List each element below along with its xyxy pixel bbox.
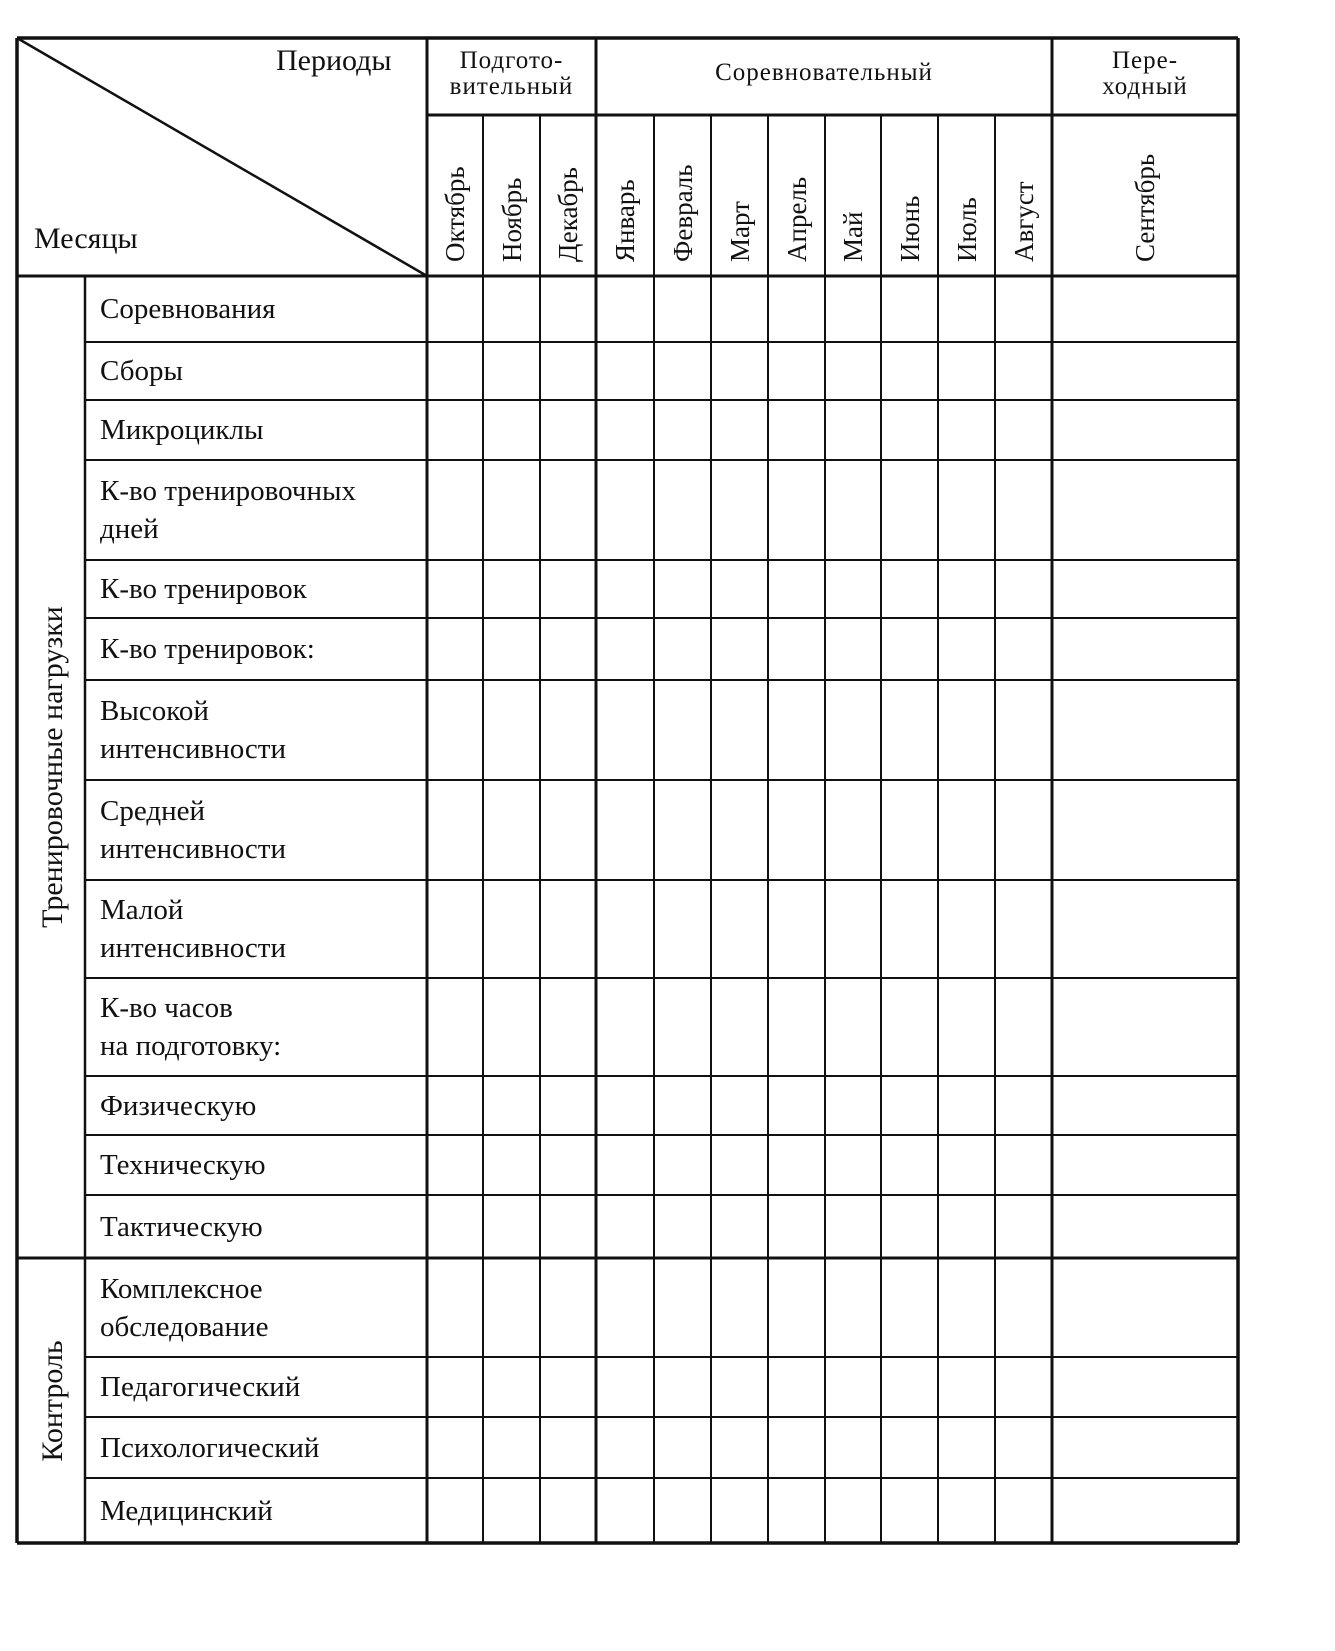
period-transitional: Пере- ходный (1102, 47, 1188, 100)
data-cell[interactable] (656, 882, 709, 976)
data-cell[interactable] (656, 620, 709, 678)
data-cell[interactable] (883, 980, 936, 1074)
data-cell[interactable] (542, 980, 594, 1074)
month-header: Декабрь (553, 167, 583, 262)
data-cell[interactable] (429, 1137, 481, 1193)
data-cell[interactable] (997, 344, 1050, 398)
data-cell[interactable] (598, 1137, 652, 1193)
data-cell[interactable] (827, 782, 879, 878)
data-cell[interactable] (940, 1078, 993, 1133)
data-cell[interactable] (770, 402, 823, 458)
data-cell[interactable] (485, 562, 538, 616)
data-cell[interactable] (1054, 1480, 1236, 1541)
data-cell[interactable] (997, 1197, 1050, 1256)
data-cell[interactable] (883, 1480, 936, 1541)
data-cell[interactable] (770, 1197, 823, 1256)
data-cell[interactable] (827, 278, 879, 340)
data-cell[interactable] (770, 782, 823, 878)
data-cell[interactable] (542, 462, 594, 558)
data-cell[interactable] (1054, 1078, 1236, 1133)
data-cell[interactable] (485, 620, 538, 678)
data-cell[interactable] (485, 682, 538, 778)
data-cell[interactable] (940, 562, 993, 616)
data-cell[interactable] (598, 1480, 652, 1541)
data-cell[interactable] (940, 782, 993, 878)
data-cell[interactable] (598, 344, 652, 398)
data-cell[interactable] (883, 882, 936, 976)
data-cell[interactable] (940, 682, 993, 778)
row-label: К-во часов на подготовку: (100, 992, 282, 1062)
data-cell[interactable] (1054, 1137, 1236, 1193)
data-cell[interactable] (656, 1078, 709, 1133)
data-cell[interactable] (598, 882, 652, 976)
data-cell[interactable] (485, 344, 538, 398)
data-cell[interactable] (940, 1197, 993, 1256)
data-cell[interactable] (656, 1419, 709, 1476)
data-cell[interactable] (598, 402, 652, 458)
data-cell[interactable] (485, 782, 538, 878)
data-cell[interactable] (429, 278, 481, 340)
data-cell[interactable] (542, 1480, 594, 1541)
data-cell[interactable] (1054, 344, 1236, 398)
data-cell[interactable] (429, 882, 481, 976)
data-cell[interactable] (713, 1480, 766, 1541)
data-cell[interactable] (598, 1260, 652, 1355)
month-header: Апрель (781, 176, 812, 262)
data-cell[interactable] (770, 1137, 823, 1193)
data-cell[interactable] (827, 1359, 879, 1415)
data-cell[interactable] (827, 1480, 879, 1541)
months-header-label: Месяцы (34, 222, 138, 255)
data-cell[interactable] (770, 462, 823, 558)
data-cell[interactable] (770, 682, 823, 778)
data-cell[interactable] (485, 1197, 538, 1256)
period-competitive: Соревновательный (715, 59, 933, 86)
data-cell[interactable] (429, 1480, 481, 1541)
data-cell[interactable] (485, 1359, 538, 1415)
data-cell[interactable] (542, 1260, 594, 1355)
data-cell[interactable] (598, 782, 652, 878)
data-cell[interactable] (940, 1419, 993, 1476)
data-cell[interactable] (997, 462, 1050, 558)
data-cell[interactable] (542, 402, 594, 458)
data-cell[interactable] (542, 1359, 594, 1415)
data-cell[interactable] (713, 782, 766, 878)
data-cell[interactable] (656, 1260, 709, 1355)
data-cell[interactable] (940, 1137, 993, 1193)
data-cell[interactable] (827, 1078, 879, 1133)
row-label: Микроциклы (100, 414, 264, 446)
data-cell[interactable] (770, 882, 823, 976)
data-cell[interactable] (770, 980, 823, 1074)
data-cell[interactable] (827, 980, 879, 1074)
data-cell[interactable] (713, 620, 766, 678)
data-cell[interactable] (542, 1197, 594, 1256)
row-label: Педагогический (100, 1371, 301, 1403)
data-cell[interactable] (713, 562, 766, 616)
data-cell[interactable] (542, 882, 594, 976)
data-cell[interactable] (485, 1078, 538, 1133)
data-cell[interactable] (598, 1419, 652, 1476)
data-cell[interactable] (656, 682, 709, 778)
data-cell[interactable] (485, 1260, 538, 1355)
data-cell[interactable] (713, 682, 766, 778)
data-cell[interactable] (997, 782, 1050, 878)
data-cell[interactable] (997, 620, 1050, 678)
data-cell[interactable] (429, 782, 481, 878)
data-cell[interactable] (827, 620, 879, 678)
data-cell[interactable] (997, 1137, 1050, 1193)
data-cell[interactable] (656, 402, 709, 458)
data-cell[interactable] (598, 462, 652, 558)
data-cell[interactable] (598, 1078, 652, 1133)
data-cell[interactable] (542, 278, 594, 340)
data-cell[interactable] (598, 682, 652, 778)
row-label: Малой интенсивности (100, 894, 286, 964)
data-cell[interactable] (997, 980, 1050, 1074)
data-cell[interactable] (1054, 882, 1236, 976)
data-cell[interactable] (713, 402, 766, 458)
data-cell[interactable] (485, 1419, 538, 1476)
data-cell[interactable] (827, 1260, 879, 1355)
data-cell[interactable] (997, 682, 1050, 778)
data-cell[interactable] (598, 562, 652, 616)
data-cell[interactable] (1054, 402, 1236, 458)
row-label: К-во тренировок: (100, 633, 315, 665)
data-cell[interactable] (827, 344, 879, 398)
data-cell[interactable] (713, 462, 766, 558)
data-cell[interactable] (883, 1078, 936, 1133)
data-cell[interactable] (656, 1359, 709, 1415)
data-cell[interactable] (542, 344, 594, 398)
data-cell[interactable] (656, 980, 709, 1074)
data-cell[interactable] (713, 1137, 766, 1193)
data-cell[interactable] (485, 1480, 538, 1541)
data-cell[interactable] (485, 882, 538, 976)
data-cell[interactable] (883, 344, 936, 398)
data-cell[interactable] (827, 682, 879, 778)
row-label: Сборы (100, 355, 183, 387)
data-cell[interactable] (713, 1078, 766, 1133)
data-cell[interactable] (656, 1480, 709, 1541)
data-cell[interactable] (598, 1359, 652, 1415)
month-header: Октябрь (440, 166, 470, 262)
data-cell[interactable] (940, 462, 993, 558)
data-cell[interactable] (429, 462, 481, 558)
data-cell[interactable] (770, 1359, 823, 1415)
data-cell[interactable] (542, 1078, 594, 1133)
row-label: Средней интенсивности (100, 795, 286, 865)
data-cell[interactable] (485, 462, 538, 558)
data-cell[interactable] (940, 402, 993, 458)
row-label: Физическую (100, 1089, 257, 1122)
data-cell[interactable] (429, 1197, 481, 1256)
data-cell[interactable] (827, 1137, 879, 1193)
data-cell[interactable] (1054, 462, 1236, 558)
data-cell[interactable] (1054, 682, 1236, 778)
data-cell[interactable] (485, 278, 538, 340)
month-header: Август (1008, 181, 1039, 262)
data-cell[interactable] (1054, 980, 1236, 1074)
data-cell[interactable] (713, 1260, 766, 1355)
data-cell[interactable] (940, 344, 993, 398)
period-preparatory: Подгото- вительный (449, 47, 574, 100)
data-cell[interactable] (485, 402, 538, 458)
data-cell[interactable] (713, 882, 766, 976)
data-cell[interactable] (940, 882, 993, 976)
data-cell[interactable] (429, 682, 481, 778)
data-cell[interactable] (713, 278, 766, 340)
data-cell[interactable] (940, 1359, 993, 1415)
data-cell[interactable] (770, 278, 823, 340)
data-cell[interactable] (770, 562, 823, 616)
data-cell[interactable] (429, 980, 481, 1074)
data-cell[interactable] (1054, 1419, 1236, 1476)
data-cell[interactable] (656, 344, 709, 398)
row-label: Тактическую (100, 1210, 263, 1243)
data-cell[interactable] (997, 402, 1050, 458)
data-cell[interactable] (997, 562, 1050, 616)
data-cell[interactable] (713, 1197, 766, 1256)
data-cell[interactable] (485, 1137, 538, 1193)
row-label: Психологический (100, 1431, 320, 1464)
data-cell[interactable] (827, 462, 879, 558)
data-cell[interactable] (542, 682, 594, 778)
data-cell[interactable] (940, 1480, 993, 1541)
group-control: Контроль (36, 1339, 69, 1462)
data-cell[interactable] (770, 1078, 823, 1133)
month-header: Июль (951, 197, 982, 262)
data-cell[interactable] (827, 402, 879, 458)
row-label: Высокой интенсивности (100, 695, 286, 765)
data-cell[interactable] (542, 782, 594, 878)
row-label: К-во тренировочных дней (100, 475, 357, 545)
data-cell[interactable] (883, 620, 936, 678)
data-cell[interactable] (997, 1260, 1050, 1355)
data-cell[interactable] (883, 562, 936, 616)
row-label: Комплексное обследование (100, 1272, 269, 1343)
data-cell[interactable] (997, 1419, 1050, 1476)
data-cell[interactable] (883, 1419, 936, 1476)
data-cell[interactable] (997, 1078, 1050, 1133)
data-cell[interactable] (883, 462, 936, 558)
data-cell[interactable] (656, 1137, 709, 1193)
data-cell[interactable] (429, 1260, 481, 1355)
data-cell[interactable] (997, 1480, 1050, 1541)
data-cell[interactable] (542, 620, 594, 678)
data-cell[interactable] (1054, 278, 1236, 340)
row-label: Медицинский (100, 1494, 273, 1527)
data-cell[interactable] (940, 1260, 993, 1355)
data-cell[interactable] (429, 620, 481, 678)
month-header: Февраль (667, 164, 698, 262)
data-cell[interactable] (883, 682, 936, 778)
data-cell[interactable] (940, 620, 993, 678)
data-cell[interactable] (770, 344, 823, 398)
data-cell[interactable] (713, 1359, 766, 1415)
data-cell[interactable] (883, 278, 936, 340)
data-cell[interactable] (429, 402, 481, 458)
data-cell[interactable] (656, 782, 709, 878)
data-cell[interactable] (542, 562, 594, 616)
data-cell[interactable] (770, 1260, 823, 1355)
month-header: Ноябрь (496, 177, 527, 262)
data-cell[interactable] (1054, 782, 1236, 878)
data-cell[interactable] (827, 882, 879, 976)
data-cell[interactable] (598, 620, 652, 678)
month-header: Сентябрь (1130, 153, 1160, 262)
data-cell[interactable] (770, 1480, 823, 1541)
data-cell[interactable] (656, 1197, 709, 1256)
data-cell[interactable] (429, 1359, 481, 1415)
data-cell[interactable] (713, 1419, 766, 1476)
data-cell[interactable] (940, 980, 993, 1074)
data-cell[interactable] (770, 620, 823, 678)
data-cell[interactable] (713, 980, 766, 1074)
data-cell[interactable] (883, 402, 936, 458)
data-cell[interactable] (1054, 1359, 1236, 1415)
data-cell[interactable] (656, 462, 709, 558)
data-cell[interactable] (1054, 562, 1236, 616)
data-cell[interactable] (1054, 620, 1236, 678)
data-cell[interactable] (542, 1419, 594, 1476)
data-cell[interactable] (883, 1197, 936, 1256)
data-cell[interactable] (883, 1260, 936, 1355)
month-header: Июнь (894, 195, 925, 262)
data-cell[interactable] (997, 278, 1050, 340)
data-cell[interactable] (940, 278, 993, 340)
data-cell[interactable] (883, 782, 936, 878)
data-cell[interactable] (429, 344, 481, 398)
data-cell[interactable] (883, 1359, 936, 1415)
data-cell[interactable] (429, 1419, 481, 1476)
data-cell[interactable] (883, 1137, 936, 1193)
data-cell[interactable] (1054, 1260, 1236, 1355)
data-cell[interactable] (429, 562, 481, 616)
month-header: Март (724, 201, 755, 262)
row-label: К-во тренировок (100, 573, 307, 605)
data-cell[interactable] (827, 562, 879, 616)
row-label: Техническую (100, 1149, 266, 1181)
data-cell[interactable] (1054, 1197, 1236, 1256)
data-cell[interactable] (997, 1359, 1050, 1415)
data-cell[interactable] (542, 1137, 594, 1193)
data-cell[interactable] (598, 278, 652, 340)
group-training-loads: Тренировочные нагрузки (36, 606, 69, 928)
data-cell[interactable] (770, 1419, 823, 1476)
data-cell[interactable] (598, 1197, 652, 1256)
data-cell[interactable] (598, 980, 652, 1074)
row-label: Соревнования (100, 293, 276, 325)
data-cell[interactable] (485, 980, 538, 1074)
month-header: Январь (610, 179, 640, 262)
data-cell[interactable] (429, 1078, 481, 1133)
data-cell[interactable] (827, 1197, 879, 1256)
month-header: Май (838, 211, 868, 262)
data-cell[interactable] (997, 882, 1050, 976)
data-cell[interactable] (656, 278, 709, 340)
data-cell[interactable] (656, 562, 709, 616)
data-cell[interactable] (827, 1419, 879, 1476)
periods-header-label: Периоды (276, 44, 392, 77)
data-cell[interactable] (713, 344, 766, 398)
